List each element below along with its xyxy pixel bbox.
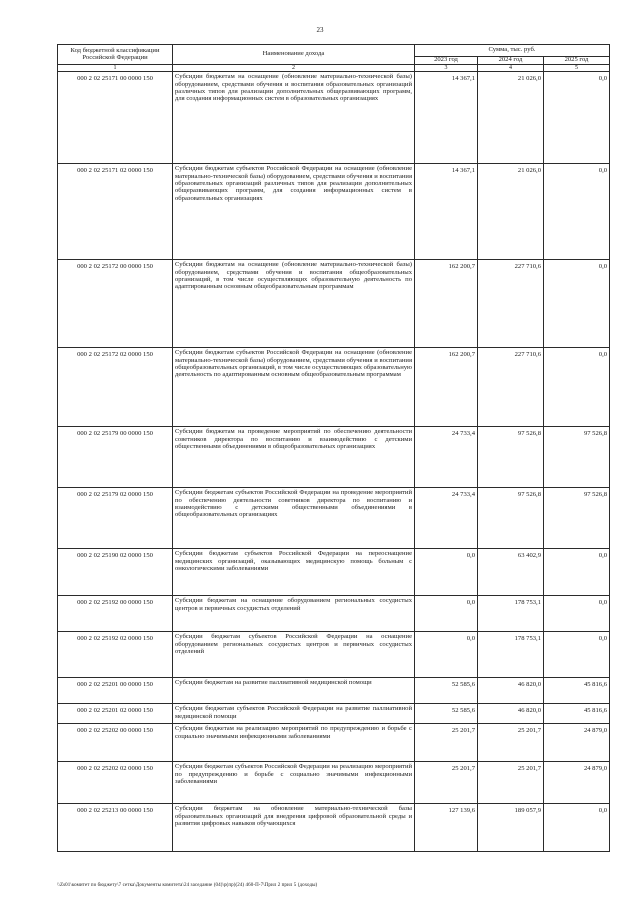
revenue-name: Субсидии бюджетам на оснащение (обновление материально-технической базы) оборудованием, средствами обучения и воспитания общеобразовательных организаций, в том числе осуществляющих образовательную деятельность по адаптированным основным общеобразовательным программам: [173, 260, 415, 348]
budget-code: 000 2 02 25202 02 0000 150: [58, 762, 173, 804]
revenue-name: Субсидии бюджетам субъектов Российской Федерации на реализацию мероприятий по предупреждению и борьбе с социально значимыми инфекционными заболеваниями: [173, 762, 415, 804]
revenue-name: Субсидии бюджетам субъектов Российской Федерации на оснащение оборудованием региональных сосудистых центров и первичных сосудистых отделений: [173, 632, 415, 678]
amount-2024: 97 526,8: [478, 427, 544, 488]
table-row: [58, 488, 610, 549]
amount-2024: 25 201,7: [478, 724, 544, 762]
amount-2023: 25 201,7: [415, 762, 478, 804]
table-row: [58, 164, 610, 260]
table-row: [58, 724, 610, 762]
file-path-footer: \\Zs01\комитет по бюджету\7 сетка\Документы комитета\24 заседание (04)\р(пр)(24) 460-П-7\Прил 2 прил 5 (доходы): [57, 883, 318, 888]
amount-2025: 0,0: [544, 260, 610, 348]
amount-2023: 14 367,1: [415, 72, 478, 164]
col-number: 4: [478, 65, 544, 72]
revenue-name: Субсидии бюджетам субъектов Российской Федерации на оснащение (обновление материально-технической базы) оборудованием, средствами обучения и воспитания образовательных организаций различных типов для реализации дополнительных общеразвивающих программ, для создания информационных систем в образовательных организациях: [173, 164, 415, 260]
amount-2025: 97 526,8: [544, 427, 610, 488]
amount-2024: 63 402,9: [478, 549, 544, 596]
table-body: [58, 72, 610, 852]
revenue-name: Субсидии бюджетам субъектов Российской Федерации на оснащение (обновление материально-технической базы) оборудованием, средствами обучения и воспитания общеобразовательных организаций, в том числе осуществляющих образовательную деятельность по адаптированным основным общеобразовательным программам: [173, 348, 415, 427]
table-row: [58, 678, 610, 704]
amount-2023: 25 201,7: [415, 724, 478, 762]
amount-2023: 0,0: [415, 549, 478, 596]
revenue-name: Субсидии бюджетам субъектов Российской Федерации на проведение мероприятий по обеспечению деятельности советников директора по воспитанию и взаимодействию с детскими общественными объединениями в общеобразовательных организациях: [173, 488, 415, 549]
budget-code: 000 2 02 25201 02 0000 150: [58, 704, 173, 724]
col-number: 3: [415, 65, 478, 72]
amount-2025: 97 526,8: [544, 488, 610, 549]
budget-code: 000 2 02 25190 02 0000 150: [58, 549, 173, 596]
revenue-name: Субсидии бюджетам субъектов Российской Федерации на переоснащение медицинских организаций, оказывающих медицинскую помощь больным с онкологическими заболеваниями: [173, 549, 415, 596]
revenue-name: Субсидии бюджетам субъектов Российской Федерации на развитие паллиативной медицинской помощи: [173, 704, 415, 724]
amount-2025: 0,0: [544, 804, 610, 852]
budget-code: 000 2 02 25213 00 0000 150: [58, 804, 173, 852]
col-number: 2: [173, 65, 415, 72]
amount-2023: 24 733,4: [415, 427, 478, 488]
header-name: Наименование дохода: [173, 45, 415, 65]
table-header: [58, 45, 610, 72]
amount-2024: 189 057,9: [478, 804, 544, 852]
header-sum: Сумма, тыс. руб.: [415, 45, 610, 57]
amount-2024: 46 820,0: [478, 678, 544, 704]
table-row: [58, 427, 610, 488]
amount-2023: 127 139,6: [415, 804, 478, 852]
amount-2024: 178 753,1: [478, 632, 544, 678]
amount-2023: 0,0: [415, 596, 478, 632]
amount-2025: 0,0: [544, 72, 610, 164]
budget-code: 000 2 02 25179 02 0000 150: [58, 488, 173, 549]
amount-2023: 162 200,7: [415, 260, 478, 348]
revenue-name: Субсидии бюджетам на реализацию мероприятий по предупреждению и борьбе с социально значимыми инфекционными заболеваниями: [173, 724, 415, 762]
amount-2024: 46 820,0: [478, 704, 544, 724]
amount-2025: 0,0: [544, 632, 610, 678]
amount-2025: 0,0: [544, 164, 610, 260]
amount-2023: 162 200,7: [415, 348, 478, 427]
amount-2024: 227 710,6: [478, 348, 544, 427]
amount-2025: 45 816,6: [544, 678, 610, 704]
amount-2023: 52 585,6: [415, 678, 478, 704]
table-row: [58, 72, 610, 164]
revenue-name: Субсидии бюджетам на оснащение оборудованием региональных сосудистых центров и первичных сосудистых отделений: [173, 596, 415, 632]
table-row: [58, 804, 610, 852]
budget-code: 000 2 02 25179 00 0000 150: [58, 427, 173, 488]
table-row: [58, 762, 610, 804]
budget-code: 000 2 02 25192 02 0000 150: [58, 632, 173, 678]
table-row: [58, 596, 610, 632]
table-row: [58, 260, 610, 348]
amount-2024: 227 710,6: [478, 260, 544, 348]
header-year-2023: 2023 год: [415, 57, 478, 65]
revenue-name: Субсидии бюджетам на оснащение (обновление материально-технической базы) оборудованием, средствами обучения и воспитания образовательных организаций различных типов для реализации дополнительных общеразвивающих программ, для создания информационных систем в образовательных организациях: [173, 72, 415, 164]
amount-2023: 24 733,4: [415, 488, 478, 549]
revenue-table: [57, 44, 610, 852]
revenue-name: Субсидии бюджетам на проведение мероприятий по обеспечению деятельности советников директора по воспитанию и взаимодействию с детскими общественными объединениями в общеобразовательных организациях: [173, 427, 415, 488]
budget-code: 000 2 02 25201 00 0000 150: [58, 678, 173, 704]
amount-2023: 14 367,1: [415, 164, 478, 260]
col-number: 5: [544, 65, 610, 72]
budget-code: 000 2 02 25172 00 0000 150: [58, 260, 173, 348]
header-code: Код бюджетной классификации Российской Федерации: [58, 45, 173, 65]
amount-2025: 0,0: [544, 348, 610, 427]
amount-2025: 0,0: [544, 549, 610, 596]
amount-2025: 24 879,0: [544, 762, 610, 804]
table-row: [58, 549, 610, 596]
amount-2024: 178 753,1: [478, 596, 544, 632]
table-row: [58, 704, 610, 724]
table-row: [58, 348, 610, 427]
budget-code: 000 2 02 25202 00 0000 150: [58, 724, 173, 762]
amount-2024: 25 201,7: [478, 762, 544, 804]
amount-2024: 21 026,0: [478, 164, 544, 260]
budget-code: 000 2 02 25192 00 0000 150: [58, 596, 173, 632]
amount-2025: 0,0: [544, 596, 610, 632]
amount-2025: 45 816,6: [544, 704, 610, 724]
budget-code: 000 2 02 25172 02 0000 150: [58, 348, 173, 427]
revenue-name: Субсидии бюджетам на развитие паллиативной медицинской помощи: [173, 678, 415, 704]
page-number: 23: [316, 26, 324, 34]
table-row: [58, 632, 610, 678]
amount-2023: 0,0: [415, 632, 478, 678]
amount-2023: 52 585,6: [415, 704, 478, 724]
col-number: 1: [58, 65, 173, 72]
budget-code: 000 2 02 25171 00 0000 150: [58, 72, 173, 164]
amount-2024: 21 026,0: [478, 72, 544, 164]
budget-code: 000 2 02 25171 02 0000 150: [58, 164, 173, 260]
header-year-2024: 2024 год: [478, 57, 544, 65]
revenue-name: Субсидии бюджетам на обновление материально-технической базы образовательных организаций для внедрения цифровой образовательной среды и развития цифровых навыков обучающихся: [173, 804, 415, 852]
amount-2025: 24 879,0: [544, 724, 610, 762]
header-year-2025: 2025 год: [544, 57, 610, 65]
amount-2024: 97 526,8: [478, 488, 544, 549]
